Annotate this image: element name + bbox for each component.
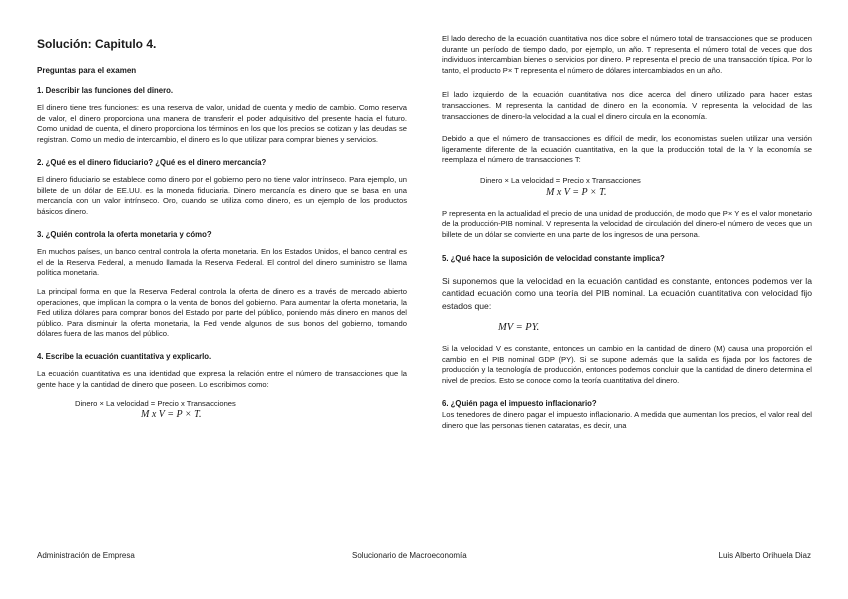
question-4: 4. Escribe la ecuación cuantitativa y explicarlo. — [37, 351, 212, 361]
page-title: Solución: Capitulo 4. — [37, 37, 157, 51]
equation-math: M x V = P × T. — [141, 409, 202, 421]
answer-4: La ecuación cuantitativa es una identidad que expresa la relación entre el número de transacciones que la gente hace y la cantidad de dinero que poseen. Lo escribimos como: — [37, 369, 407, 390]
equation-math: M x V = P × T. — [546, 186, 607, 198]
equation-mv-py: MV = PY. — [498, 322, 540, 334]
answer-2: El dinero fiduciario se establece como dinero por el gobierno pero no tiene valor intrínseco. Para ejemplo, un billete de un dólar de EE.UU. es la moneda fiduciaria. Dinero mercancía es dinero que se basa en una mercancía con un valor intrínseco. Oro, cuando se utiliza como dinero, es un ejemplo de los productos básicos dinero. — [37, 175, 407, 216]
answer-6: Los tenedores de dinero pagar el impuesto inflacionario. A medida que aumentan los precios, el valor real del dinero que las personas tienen cataratas, es decir, una — [442, 410, 812, 430]
footer-center: Solucionario de Macroeconomía — [352, 551, 467, 560]
equation-label: Dinero × La velocidad = Precio x Transacciones — [480, 175, 641, 185]
answer-5: Si suponemos que la velocidad en la ecuación cantidad es constante, entonces podemos ver la cantidad ecuación como una teoría del PIB nominal. La ecuación cuantitativa con velocidad fijo estados que: — [442, 275, 812, 311]
footer-left: Administración de Empresa — [37, 551, 135, 560]
right-column — [442, 34, 812, 431]
page-footer — [37, 551, 811, 563]
equation-block-right — [480, 176, 812, 199]
paragraph-right-4: P representa en la actualidad el precio de una unidad de producción, de modo que P× Y es el valor monetario de la producción-PIB nominal. V representa la velocidad de circulación del dinero-el número de veces que un billete de un dólar se convierte en una parte de los ingresos de una persona. — [442, 208, 812, 239]
question-2: 2. ¿Qué es el dinero fiduciario? ¿Qué es el dinero mercancía? — [37, 157, 267, 167]
equation-label: Dinero × La velocidad = Precio x Transacciones — [75, 398, 236, 408]
answer-5b: Si la velocidad V es constante, entonces un cambio en la cantidad de dinero (M) causa una proporción el cambio en el PIB nominal GDP (PY). Si se supone además que la salida es fijada por los factores de producción y la tecnología de producción, entonces podemos concluir que la cantidad de dinero determina el nivel de precios. Esto se conoce como la teoría cuantitativa del dinero. — [442, 344, 812, 385]
footer-right: Luis Alberto Orihuela Diaz — [718, 551, 811, 560]
answer-3a: En muchos países, un banco central controla la oferta monetaria. En los Estados Unidos, el banco central es el de la Reserva Federal, a menudo llamada la Reserva Federal. El control del dinero suministro se llama política monetaria. — [37, 247, 407, 278]
equation-block-left — [75, 399, 407, 422]
left-column — [37, 36, 407, 421]
paragraph-right-1: El lado derecho de la ecuación cuantitativa nos dice sobre el número total de transacciones que se producen durante un período de tiempo dado, por ejemplo, un año. T representa el número total de veces que dos individuos intercambian bienes o servicios por dinero. P representa el precio de una transacción típica. Por lo tanto, el producto P× T representa el número de dólares intercambiados en un año. — [442, 34, 812, 75]
question-6: 6. ¿Quién paga el impuesto inflacionario? — [442, 398, 597, 408]
answer-1: El dinero tiene tres funciones: es una reserva de valor, unidad de cuenta y medio de cambio. Como reserva de valor, el dinero proporciona una manera de transferir el poder adquisitivo del presente hacia el futuro. Como unidad de cuenta, el dinero proporciona los términos en los que los precios se cotizan y las deudas se registran. Como un medio de intercambio, el dinero es lo que utilizar para comprar bienes y servicios. — [37, 103, 407, 144]
question-1: 1. Describir las funciones del dinero. — [37, 85, 174, 95]
paragraph-right-3: Debido a que el número de transacciones es difícil de medir, los economistas suelen utilizar una versión ligeramente diferente de la ecuación cuantitativa, en la que la producción total de la Y la economía se reemplaza el número de transacciones T: — [442, 134, 812, 165]
paragraph-right-2: El lado izquierdo de la ecuación cuantitativa nos dice acerca del dinero utilizado para hacer estas transacciones. M representa la cantidad de dinero en la economía. V representa la velocidad de las transacciones de dinero-la velocidad a la cual el dinero circula en la economía. — [442, 90, 812, 121]
answer-3b: La principal forma en que la Reserva Federal controla la oferta de dinero es a través de mercado abierto operaciones, que implican la compra o la venta de bonos del gobierno. Para aumentar la oferta monetaria, la Fed utiliza dólares para comprar bonos del Estado por parte del público, poniendo más dinero en manos del público. Para disminuir la oferta monetaria, la Fed vende algunos de sus bonos del gobierno, tomando dólares fuera de las manos del público. — [37, 286, 407, 339]
section-subtitle: Preguntas para el examen — [37, 66, 137, 75]
question-3: 3. ¿Quién controla la oferta monetaria y cómo? — [37, 229, 212, 239]
question-5: 5. ¿Qué hace la suposición de velocidad constante implica? — [442, 254, 665, 264]
